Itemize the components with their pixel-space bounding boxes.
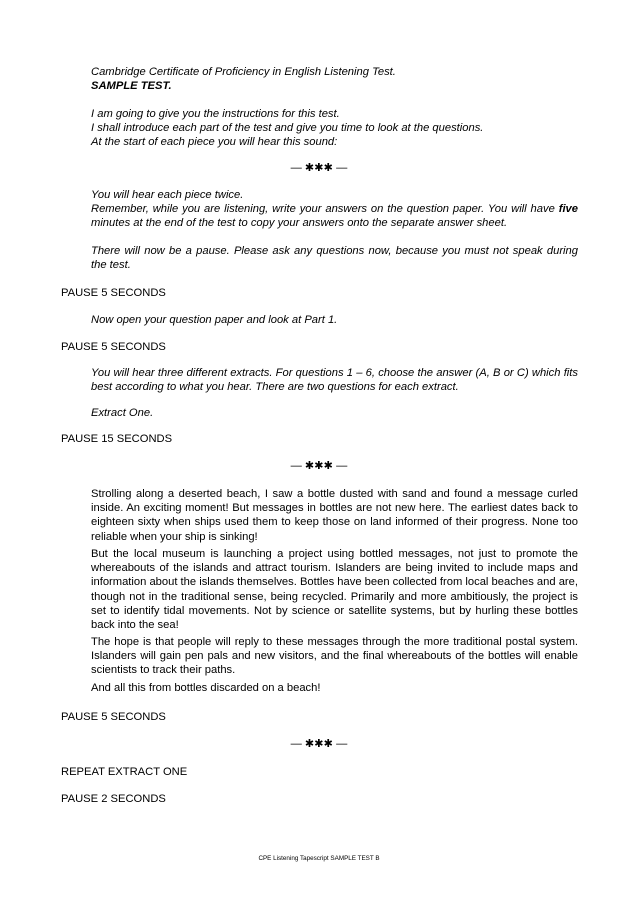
extract-para-1: Strolling along a deserted beach, I saw a bottle dusted with sand and found a message curled inside. An exciting moment! But messages in bottles are not new here. The earliest dates back to eighteen sixty when ships used them to keep those on land informed of their progress. None too reliable when your ship is sinking! (91, 488, 578, 543)
pause-5: PAUSE 2 SECONDS (61, 793, 166, 805)
extract-para-4: And all this from bottles discarded on a beach! (91, 682, 321, 694)
remember-end: minutes at the end of the test to copy your answers onto the separate answer sheet. (91, 217, 508, 230)
pause-4: PAUSE 5 SECONDS (61, 711, 166, 723)
extract-para-3: The hope is that people will reply to these messages through the more traditional postal system. Islanders will gain pen pals and new visitors, and the final whereabouts of the bottles will enable scientists to track their paths. (91, 636, 578, 677)
instruction-remember (91, 202, 578, 230)
repeat-extract-one: REPEAT EXTRACT ONE (61, 766, 188, 778)
pause-1: PAUSE 5 SECONDS (61, 287, 166, 299)
intro-line-1: I am going to give you the instructions for this test. (91, 108, 340, 120)
extract-one-heading: Extract One. (91, 407, 154, 419)
part1-open: Now open your question paper and look at Part 1. (91, 314, 338, 326)
instruction-line-1: You will hear each piece twice. (91, 189, 244, 201)
bell-sound-marker: — ✱✱✱ — (290, 738, 348, 750)
pause-3: PAUSE 15 SECONDS (61, 433, 173, 445)
page-footer: CPE Listening Tapescript SAMPLE TEST B (258, 855, 380, 862)
five-emphasis: five (558, 203, 578, 215)
intro-line-3: At the start of each piece you will hear this sound: (91, 136, 338, 148)
bell-sound-marker: — ✱✱✱ — (290, 460, 348, 472)
pause-2: PAUSE 5 SECONDS (61, 341, 166, 353)
document-title: Cambridge Certificate of Proficiency in English Listening Test. (91, 66, 396, 78)
document-subtitle: SAMPLE TEST. (91, 80, 172, 92)
remember-text: Remember, while you are listening, write your answers on the question paper. You will have (91, 203, 555, 215)
pause-notice: There will now be a pause. Please ask any questions now, because you must not speak during the test. (91, 245, 578, 272)
intro-line-2: I shall introduce each part of the test and give you time to look at the questions. (91, 122, 484, 134)
part1-extracts-instructions: You will hear three different extracts. For questions 1 – 6, choose the answer (A, B or C) which fits best according to what you hear. There are two questions for each extract. (91, 367, 578, 394)
extract-para-2: But the local museum is launching a project using bottled messages, not just to promote the whereabouts of the islands and attract tourism. Islanders are being invited to include maps and information about the islands themselves. Bottles have been collected from local beaches and are, though not in the traditional sense, being recycled. Primarily and more ambitiously, the project is set to identify tidal movements. Not by science or satellite systems, but by hurling these bottles back into the sea! (91, 548, 578, 632)
bell-sound-marker: — ✱✱✱ — (290, 162, 348, 174)
